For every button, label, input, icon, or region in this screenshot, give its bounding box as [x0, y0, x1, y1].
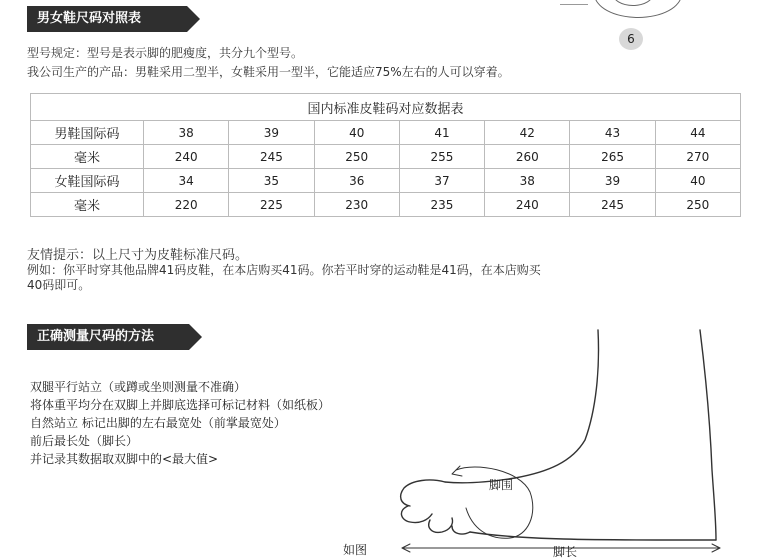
measure-step: 双腿平行站立（或蹲或坐则测量不准确） — [30, 380, 247, 394]
tip-heading: 友情提示：以上尺寸为皮鞋标准尺码。 — [27, 248, 249, 263]
toe-outline — [452, 526, 470, 534]
table-cell: 250 — [655, 193, 740, 217]
table-cell: 240 — [485, 193, 570, 217]
table-cell: 245 — [229, 145, 314, 169]
intro-company-products: 我公司生产的产品：男鞋采用二型半，女鞋采用一型半，它能适应75%左右的人可以穿着。 — [27, 65, 510, 79]
toe-outline — [429, 518, 453, 532]
table-caption: 国内标准皮鞋码对应数据表 — [31, 94, 741, 121]
table-cell: 39 — [570, 169, 655, 193]
table-cell: 37 — [399, 169, 484, 193]
tip-example-line: 40码即可。 — [27, 278, 91, 292]
table-cell: 34 — [144, 169, 229, 193]
table-cell: 43 — [570, 121, 655, 145]
foot-girth-label: 脚围 — [489, 478, 514, 492]
row-label: 毫米 — [31, 193, 144, 217]
tip-example-line: 例如：你平时穿其他品牌41码皮鞋，在本店购买41码。你若平时穿的运动鞋是41码，在本店购买 — [27, 263, 541, 277]
table-cell: 35 — [229, 169, 314, 193]
toe-outline — [401, 480, 445, 506]
measure-step: 将体重平均分在双脚上并脚底选择可标记材料（如纸板） — [30, 398, 331, 412]
table-cell: 250 — [314, 145, 399, 169]
table-cell: 230 — [314, 193, 399, 217]
sole-outline — [470, 532, 716, 540]
table-cell: 38 — [485, 169, 570, 193]
row-label: 女鞋国际码 — [31, 169, 144, 193]
toe-outline — [401, 506, 432, 523]
measure-step: 前后最长处（脚长） — [30, 434, 139, 448]
table-cell: 42 — [485, 121, 570, 145]
table-cell: 220 — [144, 193, 229, 217]
table-cell: 41 — [399, 121, 484, 145]
table-cell: 265 — [570, 145, 655, 169]
table-cell: 240 — [144, 145, 229, 169]
table-cell: 36 — [314, 169, 399, 193]
leg-back-outline — [700, 330, 716, 540]
table-cell: 255 — [399, 145, 484, 169]
row-label: 男鞋国际码 — [31, 121, 144, 145]
table-cell: 38 — [144, 121, 229, 145]
table-cell: 40 — [314, 121, 399, 145]
girth-arrow — [452, 466, 462, 476]
table-cell: 260 — [485, 145, 570, 169]
image-number-badge: 6 — [619, 28, 643, 50]
table-cell: 270 — [655, 145, 740, 169]
measure-step: 自然站立 标记出脚的左右最宽处（前掌最宽处） — [30, 416, 286, 430]
leg-front-outline — [515, 330, 598, 478]
table-cell: 44 — [655, 121, 740, 145]
figure-caption-label: 如图 — [343, 543, 368, 557]
measure-step: 并记录其数据取双脚中的<最大值> — [30, 452, 219, 466]
section-title-size-chart: 男女鞋尺码对照表 — [27, 6, 187, 32]
section-title-measure-method: 正确测量尺码的方法 — [27, 324, 189, 350]
table-cell: 245 — [570, 193, 655, 217]
foot-length-label: 脚长 — [553, 545, 578, 559]
table-cell: 225 — [229, 193, 314, 217]
intro-model-rule: 型号规定：型号是表示脚的肥瘦度，共分九个型号。 — [27, 46, 304, 60]
table-cell: 235 — [399, 193, 484, 217]
row-label: 毫米 — [31, 145, 144, 169]
table-cell: 39 — [229, 121, 314, 145]
table-cell: 40 — [655, 169, 740, 193]
